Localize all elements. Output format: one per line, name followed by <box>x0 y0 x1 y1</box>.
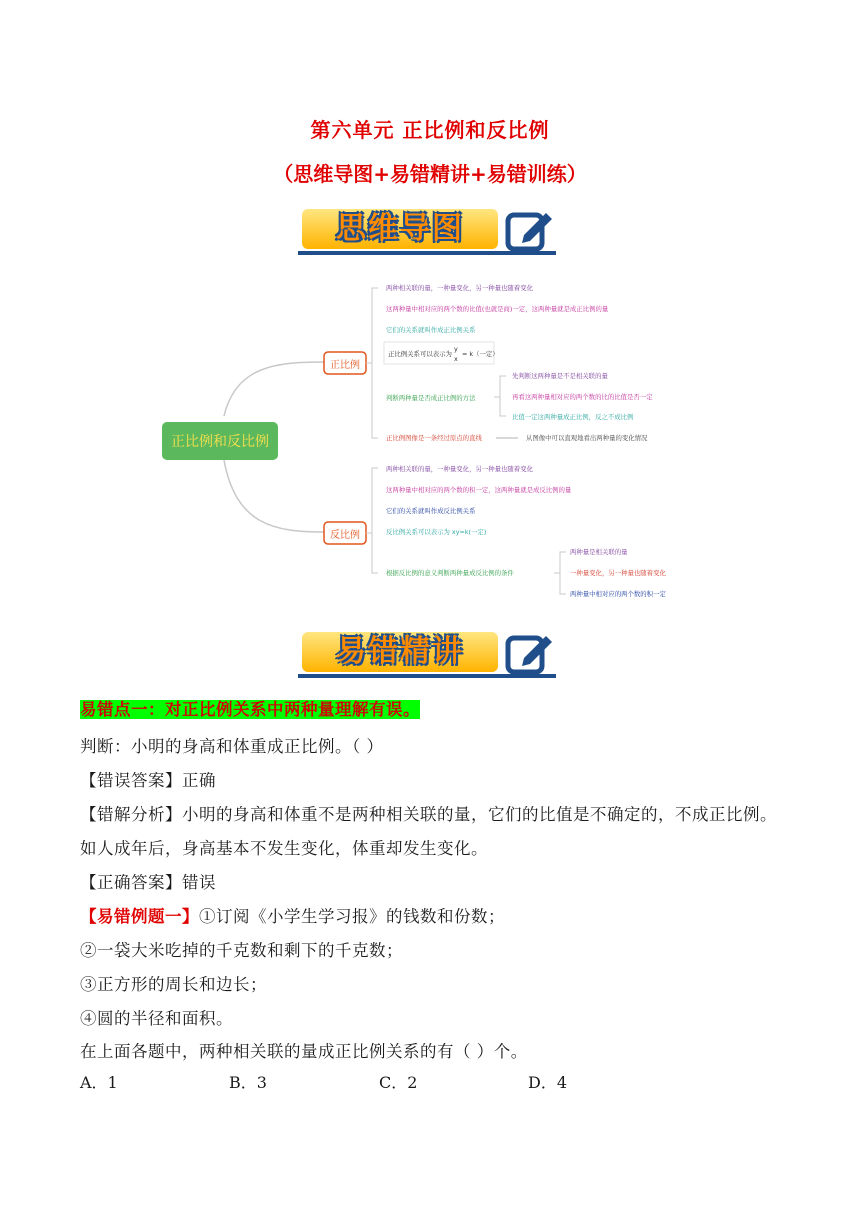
example-item-4: ④圆的半径和面积。 <box>80 1009 233 1028</box>
inverse-item-1: 两种相关联的量，一种量变化，另一种量也随着变化 <box>386 465 533 473</box>
mindmap-diagram <box>156 276 716 606</box>
inverse-item-3: 它们的关系就叫作成反比例关系 <box>386 507 476 515</box>
example-tag: 【易错例题一】 <box>80 907 199 926</box>
correct-answer: 【正确答案】错误 <box>80 873 216 892</box>
inverse-item-5: 根据反比例的意义判断两种量成反比例的条件 <box>386 569 514 577</box>
option-c[interactable]: C．2 <box>379 1073 418 1092</box>
inverse-item-4: 反比例关系可以表示为 xy=k(一定) <box>386 528 487 536</box>
formula-bottom: x <box>454 355 458 363</box>
lecture-banner-text: 易错精讲 <box>302 632 498 672</box>
example-item-1: ①订阅《小学生学习报》的钱数和份数； <box>199 907 505 926</box>
mindmap-banner <box>298 205 560 263</box>
example-line <box>80 903 505 927</box>
question: 在上面各题中，两种相关联的量成正比例关系的有（ ）个。 <box>80 1042 528 1061</box>
analysis-line-2: 如人成年后，身高基本不发生变化，体重却发生变化。 <box>80 839 488 858</box>
inverse-item-2: 这两种量中相对应的两个数的积一定，这两种量就是成反比例的量 <box>386 486 572 494</box>
formula-rest: = k（一定） <box>462 350 499 358</box>
edit-icon <box>504 628 560 678</box>
formula-top: y <box>454 345 458 353</box>
graph-note: 从图像中可以直观地看出两种量的变化情况 <box>526 434 648 442</box>
document-title: 第六单元 正比例和反比例 <box>310 118 550 142</box>
condition-2: 一种量变化，另一种量也随着变化 <box>570 569 666 577</box>
method-step-3: 比值一定这两种量成正比例，反之不成比例 <box>512 413 634 421</box>
direct-item-4: 正比例关系可以表示为 <box>388 350 452 358</box>
condition-3: 两种量中相对应的两个数的积一定 <box>570 590 666 598</box>
direct-item-2: 这两种量中相对应的两个数的比值(也就是商)一定，这两种量就是成正比例的量 <box>386 305 609 313</box>
option-b[interactable]: B．3 <box>229 1073 267 1092</box>
method-step-1: 先判断这两种量是不是相关联的量 <box>512 372 608 380</box>
error-point-heading: 易错点一：对正比例关系中两种量理解有误。 <box>80 700 420 719</box>
lecture-banner <box>298 628 560 686</box>
wrong-answer: 【错误答案】正确 <box>80 771 216 790</box>
mindmap-center: 正比例和反比例 <box>171 434 269 450</box>
node-inverse: 反比例 <box>330 530 360 541</box>
method-step-2: 再看这两种量相对应的两个数的比的比值是否一定 <box>512 393 653 401</box>
document-subtitle: （思维导图+易错精讲+易错训练） <box>273 162 587 186</box>
direct-item-6: 正比例图像是一条经过原点的直线 <box>386 434 482 442</box>
condition-1: 两种量是相关联的量 <box>570 548 628 556</box>
option-a[interactable]: A．1 <box>80 1073 118 1092</box>
direct-item-5: 判断两种量是否成正比例的方法 <box>386 394 476 402</box>
example-item-3: ③正方形的周长和边长； <box>80 975 267 994</box>
example-item-2: ②一袋大米吃掉的千克数和剩下的千克数； <box>80 941 403 960</box>
direct-item-1: 两种相关联的量，一种量变化，另一种量也随着变化 <box>386 284 533 292</box>
edit-icon <box>504 205 560 255</box>
option-d[interactable]: D．4 <box>528 1073 568 1092</box>
direct-item-3: 它们的关系就叫作成正比例关系 <box>386 326 476 334</box>
analysis-line-1: 【错解分析】小明的身高和体重不是两种相关联的量，它们的比值是不确定的，不成正比例。 <box>80 805 777 824</box>
node-direct: 正比例 <box>330 360 360 371</box>
judge-question: 判断：小明的身高和体重成正比例。（ ） <box>80 737 384 756</box>
mindmap-banner-text: 思维导图 <box>302 209 498 249</box>
